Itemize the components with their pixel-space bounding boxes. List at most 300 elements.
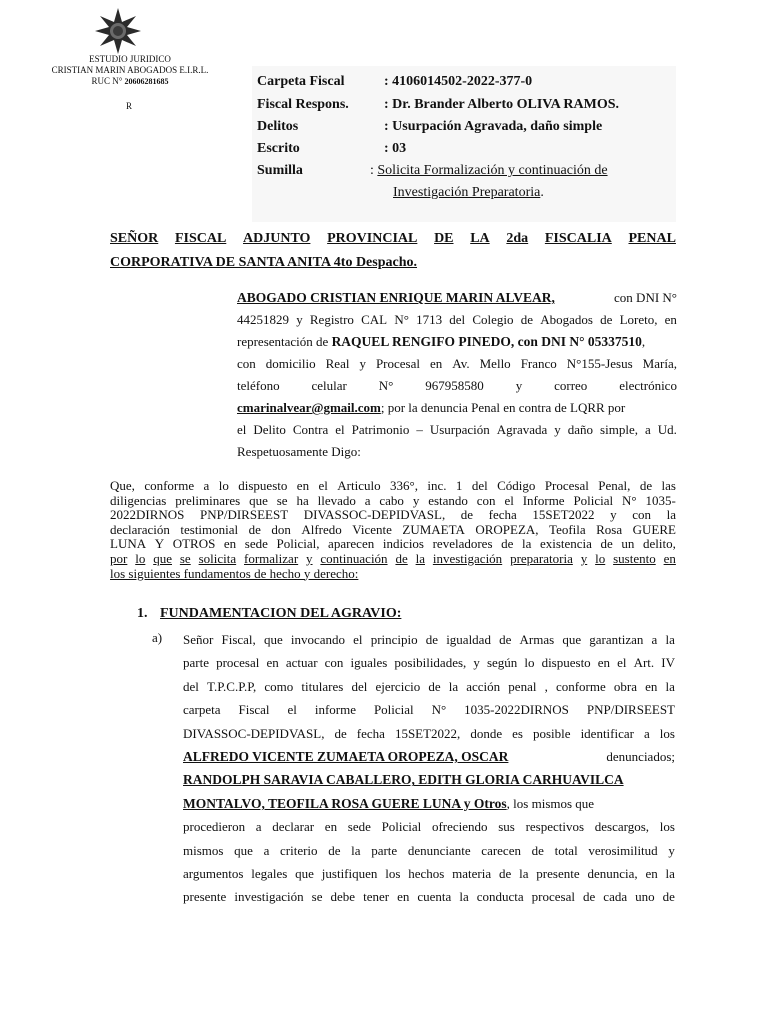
word: fecha xyxy=(488,507,517,523)
word: con xyxy=(237,356,256,371)
intro-word: electrónico xyxy=(619,378,677,393)
word: Procesal xyxy=(544,478,589,493)
word: lo xyxy=(135,550,146,566)
word: solicita xyxy=(198,550,237,566)
word: domicilio xyxy=(265,356,316,371)
word: Mello xyxy=(479,356,511,371)
para-line xyxy=(183,885,675,908)
word: Penal, xyxy=(598,478,631,493)
word: posibilidades, xyxy=(394,655,467,671)
word: la xyxy=(448,678,459,694)
para-word: 1035-2022DIRNOS xyxy=(464,702,569,718)
word: descargos, xyxy=(594,819,650,835)
word: ofreciendo xyxy=(431,819,488,835)
item-label: a) xyxy=(152,630,163,645)
word: LUNA xyxy=(110,536,147,552)
word: debe xyxy=(330,889,356,905)
section-title: FUNDAMENTACION DEL AGRAVIO: xyxy=(160,606,402,621)
word: presente xyxy=(536,866,580,882)
word: el xyxy=(335,422,345,437)
addressee-line2: CORPORATIVA DE SANTA ANITA 4to Despacho. xyxy=(110,255,418,270)
word: denunciante xyxy=(407,842,471,858)
word: criterio xyxy=(280,842,318,858)
intro-word: teléfono xyxy=(237,378,280,393)
word: denuncia, xyxy=(587,866,638,882)
intro-text: con DNI N° xyxy=(610,290,677,305)
word: OTROS xyxy=(172,536,216,552)
word: a xyxy=(644,422,651,437)
word: de xyxy=(248,521,261,537)
sumilla-end: . xyxy=(540,185,544,200)
defendants-names: RANDOLPH SARAVIA CABALLERO, EDITH GLORIA CARHUAVILCA xyxy=(183,772,624,788)
word: se xyxy=(276,492,288,508)
word: preparatoria xyxy=(510,550,573,566)
word: invocando xyxy=(290,632,346,647)
word: de xyxy=(428,678,441,694)
word: indicios xyxy=(382,536,424,552)
word: donde xyxy=(470,725,503,741)
word: actuar xyxy=(285,655,318,671)
firm-ruc xyxy=(30,76,230,87)
word: ZUMAETA xyxy=(402,521,465,537)
word: el xyxy=(617,655,627,671)
firm-block xyxy=(30,54,230,87)
word: a xyxy=(644,725,650,741)
word: y xyxy=(359,356,366,371)
firm-mark: R xyxy=(126,101,133,111)
word: fecha xyxy=(356,725,385,741)
para-line xyxy=(183,651,675,674)
word: el xyxy=(237,422,247,437)
word: Usurpación xyxy=(429,422,490,437)
word: en xyxy=(324,819,338,835)
word: legales xyxy=(251,866,288,882)
word: investigación xyxy=(234,889,304,905)
word: con xyxy=(476,492,496,508)
para-line xyxy=(183,675,675,698)
word: respectivos xyxy=(525,819,585,835)
word: la xyxy=(665,678,675,694)
word: la xyxy=(415,550,425,566)
word: parte xyxy=(183,655,209,671)
para-word: carpeta xyxy=(183,702,221,718)
word: 15SET2022 xyxy=(532,507,595,523)
word: un xyxy=(621,536,635,552)
word: Policial xyxy=(573,492,614,508)
word: el xyxy=(504,492,514,508)
word: de xyxy=(520,312,533,327)
addressee-line1 xyxy=(110,227,676,251)
ruc-value: 20606281685 xyxy=(124,77,169,86)
word: garantizan xyxy=(589,632,644,647)
word: Armas xyxy=(519,632,555,647)
addressee-word: SEÑOR xyxy=(110,231,159,246)
que-line xyxy=(110,523,676,538)
sumilla-label: Sumilla xyxy=(257,163,303,178)
addressee xyxy=(110,227,676,275)
word: de xyxy=(583,889,596,905)
escrito-label: Escrito xyxy=(257,141,300,156)
para-line xyxy=(183,745,675,768)
client-name: RAQUEL RENGIFO PINEDO, con DNI N° 05337510 xyxy=(331,334,642,349)
word: Que, xyxy=(110,478,135,493)
word: argumentos xyxy=(183,866,244,882)
intro-line xyxy=(237,331,677,353)
word: total xyxy=(554,842,578,858)
word: la xyxy=(459,889,469,905)
word: conforme xyxy=(144,478,195,493)
intro-word: y xyxy=(515,378,523,393)
word: y xyxy=(580,550,588,566)
para-word: PNP/DIRSEEST xyxy=(586,702,675,718)
word: lo xyxy=(218,478,229,493)
word: en xyxy=(645,678,658,694)
word: Policial, xyxy=(276,536,320,552)
sumilla-line2 xyxy=(393,185,544,201)
word: , xyxy=(544,678,548,694)
word: acción xyxy=(466,678,501,694)
word: hechos xyxy=(408,866,445,882)
word: investigación xyxy=(432,550,503,566)
word: parte xyxy=(371,842,398,858)
escrito-value: : 03 xyxy=(384,141,407,156)
intro-word: celular xyxy=(311,378,347,393)
addressee-word: PENAL xyxy=(628,231,676,246)
word: con xyxy=(324,655,344,671)
word: GUERE xyxy=(632,521,676,537)
addressee-word: LA xyxy=(470,231,490,246)
star-seal-icon xyxy=(95,8,141,54)
word: titulares xyxy=(301,678,344,694)
word: de xyxy=(499,632,512,647)
word: y xyxy=(473,655,480,671)
word: penal xyxy=(508,678,537,694)
que-text: los siguientes fundamentos de hecho y derecho: xyxy=(110,565,359,581)
word: llevado xyxy=(317,492,356,508)
lawyer-name: ABOGADO CRISTIAN ENRIQUE MARIN ALVEAR, xyxy=(237,290,555,305)
phone-number: 967958580 xyxy=(425,378,484,393)
word: en xyxy=(296,478,310,493)
word: Contra xyxy=(292,422,329,437)
word: – xyxy=(416,422,423,437)
word: N° xyxy=(394,312,409,327)
que-line xyxy=(110,567,676,582)
word: 336°, xyxy=(390,478,418,493)
word: verosimilitud xyxy=(588,842,658,858)
word: Art. xyxy=(633,655,655,671)
word: carecen xyxy=(481,842,521,858)
word: que xyxy=(249,492,268,508)
sumilla-text2: Investigación Preparatoria xyxy=(393,185,541,200)
intro-text: representación de xyxy=(237,334,332,349)
word: testimonial xyxy=(180,521,239,537)
word: y xyxy=(296,312,303,327)
delitos-value: : Usurpación Agravada, daño simple xyxy=(384,119,603,134)
word: iguales xyxy=(350,655,388,671)
word: Señor xyxy=(183,632,214,647)
word: de xyxy=(600,312,613,327)
word: posible xyxy=(532,725,571,741)
email-link[interactable]: cmarinalvear@gmail.com xyxy=(237,400,381,415)
word: y xyxy=(554,422,561,437)
word: justifiquen xyxy=(321,866,378,882)
word: a xyxy=(651,632,658,647)
word: dispuesto xyxy=(541,655,591,671)
word: lo xyxy=(524,655,535,671)
ruc-label: RUC N° xyxy=(91,76,123,86)
firm-name-line2: CRISTIAN MARIN ABOGADOS E.I.R.L. xyxy=(51,65,209,75)
word: declaración xyxy=(110,521,170,537)
para-line xyxy=(183,792,675,815)
carpeta-value: : 4106014502-2022-377-0 xyxy=(384,74,533,89)
word: en xyxy=(223,536,237,552)
word: del xyxy=(351,678,368,694)
word: de xyxy=(662,889,675,905)
word: cada xyxy=(603,889,628,905)
word: de xyxy=(460,507,474,523)
word: que xyxy=(263,632,283,647)
intro-line xyxy=(237,419,677,441)
delitos-label: Delitos xyxy=(257,119,299,134)
word: don xyxy=(271,521,291,537)
word: Franco xyxy=(520,356,557,371)
word: reveladores xyxy=(432,536,493,552)
word: dispuesto xyxy=(238,478,288,493)
word: los xyxy=(385,866,401,882)
word: ha xyxy=(296,492,309,508)
word: en xyxy=(266,655,279,671)
word: cuenta xyxy=(417,889,452,905)
word: los xyxy=(659,819,675,835)
intro-text: Respetuosamente Digo: xyxy=(237,444,361,459)
word: en xyxy=(397,889,410,905)
word: Registro xyxy=(309,312,354,327)
para-line xyxy=(183,698,675,721)
para-line xyxy=(183,628,675,651)
word: 44251829 xyxy=(237,312,289,327)
word: Alfredo xyxy=(301,521,342,537)
word: como xyxy=(264,678,294,694)
word: Real xyxy=(325,356,350,371)
word: continuación xyxy=(320,550,388,566)
para-line xyxy=(183,862,675,885)
para-line xyxy=(183,722,675,745)
word: 15SET2022, xyxy=(394,725,461,741)
carpeta-label: Carpeta Fiscal xyxy=(257,74,345,89)
para-word: informe xyxy=(314,702,356,718)
word: la xyxy=(521,536,532,552)
word: Vicente xyxy=(352,521,392,537)
firm-name-line1: ESTUDIO JURIDICO xyxy=(89,54,171,64)
para-line xyxy=(183,768,675,791)
para-word: el xyxy=(287,702,297,718)
word: ejercicio xyxy=(375,678,421,694)
word: declarar xyxy=(272,819,315,835)
word: lo xyxy=(595,550,606,566)
addressee-word: FISCALIA xyxy=(544,231,612,246)
para-word: N° xyxy=(431,702,447,718)
word: obra xyxy=(613,678,637,694)
word: y xyxy=(412,492,420,508)
word: del xyxy=(183,678,199,694)
word: Loreto, xyxy=(619,312,658,327)
word: CAL xyxy=(361,312,388,327)
intro-line xyxy=(237,375,677,397)
addressee-word: PROVINCIAL xyxy=(327,231,418,246)
word: Rosa xyxy=(596,521,623,537)
word: Policial xyxy=(381,819,422,835)
word: que xyxy=(295,866,314,882)
item-a-paragraph xyxy=(183,628,675,909)
word: Delito xyxy=(253,422,286,437)
word: Fiscal, xyxy=(221,632,256,647)
word: según xyxy=(486,655,518,671)
word: y xyxy=(668,842,675,858)
word: se xyxy=(179,550,191,566)
defendants-names: MONTALVO, TEOFILA ROSA GUERE LUNA y Otros xyxy=(183,795,507,811)
para-word: Fiscal xyxy=(238,702,270,718)
word: cabo xyxy=(379,492,404,508)
intro-line xyxy=(237,441,677,463)
word: conducta xyxy=(476,889,524,905)
word: presente xyxy=(183,889,227,905)
para-line xyxy=(183,815,675,838)
firm-logo xyxy=(95,8,141,54)
word: y xyxy=(610,507,617,523)
word: inc. xyxy=(427,478,447,493)
que-line xyxy=(110,537,676,552)
section-heading xyxy=(137,606,401,622)
section-number: 1. xyxy=(137,606,148,621)
word: mismos xyxy=(183,842,224,858)
word: de xyxy=(531,842,544,858)
word: aparecen xyxy=(328,536,375,552)
word: procesal xyxy=(531,889,575,905)
addressee-word: FISCAL xyxy=(174,231,227,246)
word: diligencias xyxy=(110,492,167,508)
word: en xyxy=(597,655,611,671)
word: Av. xyxy=(452,356,470,371)
sumilla-line1 xyxy=(370,163,608,179)
defendants-names: ALFREDO VICENTE ZUMAETA OROPEZA, OSCAR xyxy=(183,749,509,765)
word: igualdad xyxy=(446,632,491,647)
word: a xyxy=(203,478,210,493)
word: es xyxy=(512,725,523,741)
word: preliminares xyxy=(175,492,241,508)
que-line xyxy=(110,494,676,509)
word: de xyxy=(425,632,439,647)
que-line xyxy=(110,508,676,523)
word: T.P.C.P.P, xyxy=(207,678,257,694)
word: por xyxy=(110,550,128,566)
word: la xyxy=(665,866,675,882)
sumilla-colon: : xyxy=(370,163,374,178)
que-line xyxy=(110,479,676,494)
fiscal-value: : Dr. Brander Alberto OLIVA RAMOS. xyxy=(384,97,620,112)
word: del xyxy=(471,478,488,493)
word: de xyxy=(334,725,347,741)
word: de xyxy=(328,842,341,858)
para-word: Policial xyxy=(373,702,414,718)
que-line xyxy=(110,552,676,567)
addressee-word: DE xyxy=(434,231,454,246)
intro-word: N° xyxy=(378,378,394,393)
word: que xyxy=(153,550,172,566)
word: PNP/DIRSEEST xyxy=(200,507,289,523)
word: identificar xyxy=(580,725,634,741)
word: la xyxy=(519,866,529,882)
word: DIVASSOC-DEPIDVASL, xyxy=(303,507,446,523)
word: Articulo xyxy=(337,478,381,493)
word: estando xyxy=(428,492,468,508)
word: y xyxy=(306,550,313,566)
word: daño xyxy=(567,422,594,437)
word: Abogados xyxy=(540,312,593,327)
que-paragraph xyxy=(110,479,676,581)
word: sede xyxy=(347,819,371,835)
word: sus xyxy=(498,819,515,835)
para-text: , los mismos que xyxy=(506,795,595,811)
word: procedieron xyxy=(183,819,246,835)
word: sede xyxy=(244,536,268,552)
word: delito, xyxy=(643,536,676,552)
word: Colegio xyxy=(472,312,514,327)
word: a xyxy=(364,492,371,508)
word: en xyxy=(664,312,677,327)
word: del xyxy=(449,312,466,327)
word: conforme xyxy=(555,678,606,694)
intro-word: correo xyxy=(554,378,588,393)
word: María, xyxy=(642,356,677,371)
word: las xyxy=(661,478,676,493)
word: IV xyxy=(661,655,675,671)
word: procesal xyxy=(216,655,260,671)
word: Teofila xyxy=(549,521,586,537)
word: Informe xyxy=(522,492,565,508)
word: la xyxy=(351,842,361,858)
word: en xyxy=(430,356,443,371)
word: Código xyxy=(497,478,536,493)
fiscal-label: Fiscal Respons. xyxy=(257,97,349,112)
word: el xyxy=(318,478,328,493)
word: de xyxy=(639,478,653,493)
word: N° xyxy=(622,492,637,508)
para-line xyxy=(183,839,675,862)
word: existencia xyxy=(539,536,592,552)
word: simple, xyxy=(600,422,638,437)
word: de xyxy=(395,550,408,566)
word: se xyxy=(311,889,323,905)
word: materia xyxy=(452,866,492,882)
word: 1713 xyxy=(416,312,443,327)
word: los xyxy=(659,725,675,741)
word: de xyxy=(501,536,514,552)
word: uno xyxy=(635,889,655,905)
word: con xyxy=(632,507,651,523)
word: que xyxy=(562,632,582,647)
word: N°155-Jesus xyxy=(566,356,633,371)
intro-text: ; por la denuncia Penal en contra de LQRR por xyxy=(380,400,626,415)
word: principio xyxy=(370,632,418,647)
intro-line xyxy=(237,287,677,309)
word: que xyxy=(234,842,253,858)
word: Agravada xyxy=(496,422,548,437)
sumilla-text1: Solicita Formalización y continuación de xyxy=(377,163,608,178)
word: Procesal xyxy=(375,356,420,371)
word: la xyxy=(665,632,675,647)
word: a xyxy=(263,842,270,858)
addressee-word: 2da xyxy=(506,231,529,246)
